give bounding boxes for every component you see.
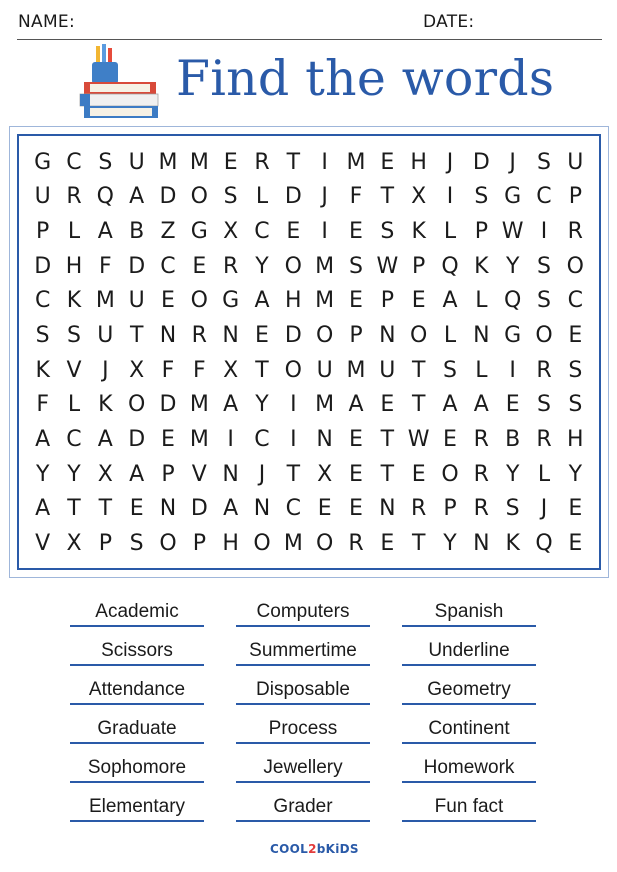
grid-cell: E xyxy=(223,149,238,175)
grid-cell: S xyxy=(443,357,457,383)
grid-cell: R xyxy=(66,184,82,210)
grid-cell: L xyxy=(537,461,551,487)
grid-cell: N xyxy=(222,323,239,349)
grid-cell: A xyxy=(442,392,458,418)
grid-cell: A xyxy=(97,427,113,453)
grid-cell: D xyxy=(128,253,146,279)
grid-cell: M xyxy=(315,288,335,314)
word-item: Scissors xyxy=(70,638,204,666)
grid-cell: A xyxy=(129,461,145,487)
grid-cell: R xyxy=(536,427,552,453)
grid-cell: E xyxy=(380,531,395,557)
grid-cell: K xyxy=(505,531,520,557)
grid-cell: C xyxy=(567,288,584,314)
grid-cell: R xyxy=(348,531,364,557)
grid-cell: F xyxy=(36,392,49,418)
grid-cell: K xyxy=(411,219,426,245)
grid-cell: S xyxy=(98,149,113,175)
grid-cell: N xyxy=(379,496,396,522)
grid-cell: E xyxy=(380,392,395,418)
word-item: Grader xyxy=(236,794,370,822)
grid-cell: I xyxy=(321,149,328,175)
grid-cell: N xyxy=(473,323,490,349)
grid-cell: R xyxy=(254,149,270,175)
grid-cell: E xyxy=(349,288,363,314)
grid-cell: V xyxy=(191,461,207,487)
grid-cell: U xyxy=(567,149,584,175)
grid-cell: W xyxy=(407,427,430,453)
logo-part-2: 2 xyxy=(308,842,317,856)
grid-cell: E xyxy=(380,149,395,175)
grid-cell: R xyxy=(567,219,583,245)
grid-cell: S xyxy=(568,392,583,418)
grid-cell: Y xyxy=(35,461,50,487)
grid-cell: O xyxy=(410,323,428,349)
header-rule xyxy=(17,39,602,40)
grid-cell: M xyxy=(346,357,366,383)
grid-cell: G xyxy=(222,288,240,314)
grid-cell: T xyxy=(380,427,395,453)
grid-cell: I xyxy=(321,219,328,245)
word-item: Underline xyxy=(402,638,536,666)
grid-cell: T xyxy=(411,392,426,418)
grid-cell: O xyxy=(535,323,553,349)
grid-cell: P xyxy=(380,288,394,314)
grid-cell: A xyxy=(223,496,239,522)
grid-cell: B xyxy=(129,219,145,245)
grid-cell: S xyxy=(35,323,50,349)
grid-cell: T xyxy=(98,496,113,522)
grid-cell: Y xyxy=(67,461,81,487)
grid-cell: P xyxy=(568,184,582,210)
grid-cell: E xyxy=(161,288,175,314)
grid-cell: H xyxy=(567,427,584,453)
grid-cell: J xyxy=(540,496,548,522)
grid-cell: O xyxy=(316,323,334,349)
grid-cell: M xyxy=(315,253,335,279)
grid-cell: F xyxy=(99,253,112,279)
grid-cell: N xyxy=(473,531,490,557)
word-item: Homework xyxy=(402,755,536,783)
grid-cell: K xyxy=(474,253,489,279)
grid-cell: X xyxy=(129,357,145,383)
grid-cell: U xyxy=(97,323,114,349)
grid-cell: C xyxy=(34,288,51,314)
grid-cell: D xyxy=(284,184,302,210)
grid-cell: L xyxy=(67,219,81,245)
word-list xyxy=(70,599,540,822)
grid-cell: R xyxy=(191,323,207,349)
grid-cell: P xyxy=(349,323,363,349)
grid-cell: I xyxy=(227,427,234,453)
word-item: Graduate xyxy=(70,716,204,744)
word-item: Elementary xyxy=(70,794,204,822)
grid-cell: E xyxy=(568,323,583,349)
grid-cell: O xyxy=(566,253,584,279)
grid-cell: L xyxy=(475,357,488,383)
grid-cell: E xyxy=(349,496,363,522)
grid-cell: C xyxy=(66,149,82,175)
grid-cell: M xyxy=(95,288,115,314)
grid-cell: T xyxy=(129,323,144,349)
grid-cell: T xyxy=(286,461,301,487)
grid-cell: I xyxy=(509,357,516,383)
grid-cell: E xyxy=(286,219,301,245)
grid-cell: T xyxy=(380,184,395,210)
grid-cell: L xyxy=(443,323,457,349)
grid-cell: R xyxy=(473,461,489,487)
grid-cell: O xyxy=(284,357,302,383)
word-item: Summertime xyxy=(236,638,370,666)
grid-cell: M xyxy=(158,149,178,175)
word-item: Disposable xyxy=(236,677,370,705)
grid-cell: I xyxy=(290,392,297,418)
grid-cell: N xyxy=(222,461,239,487)
grid-cell: R xyxy=(223,253,239,279)
grid-cell: P xyxy=(412,253,426,279)
grid-cell: A xyxy=(442,288,458,314)
grid-cell: S xyxy=(568,357,583,383)
grid-cell: X xyxy=(97,461,113,487)
grid-cell: P xyxy=(161,461,175,487)
grid-cell: S xyxy=(67,323,81,349)
grid-cell: E xyxy=(349,427,363,453)
grid-cell: A xyxy=(348,392,364,418)
grid-cell: V xyxy=(35,531,51,557)
grid-cell: O xyxy=(190,184,208,210)
grid-cell: N xyxy=(159,496,177,522)
grid-cell: A xyxy=(97,219,113,245)
grid-cell: O xyxy=(159,531,177,557)
grid-cell: W xyxy=(501,219,524,245)
word-item: Jewellery xyxy=(236,755,370,783)
grid-cell: G xyxy=(504,184,522,210)
grid-cell: U xyxy=(316,357,333,383)
grid-cell: D xyxy=(190,496,208,522)
grid-cell: Y xyxy=(255,253,269,279)
grid-cell: E xyxy=(505,392,520,418)
grid-cell: D xyxy=(472,149,490,175)
grid-cell: U xyxy=(34,184,51,210)
grid-cell: A xyxy=(223,392,239,418)
grid-cell: X xyxy=(223,219,239,245)
grid-cell: Z xyxy=(160,219,176,245)
grid-cell: E xyxy=(349,461,363,487)
grid-cell: O xyxy=(316,531,334,557)
grid-cell: S xyxy=(537,149,551,175)
grid-cell: M xyxy=(189,427,209,453)
grid-cell: O xyxy=(190,288,208,314)
grid-cell: X xyxy=(66,531,82,557)
grid-cell: T xyxy=(380,461,395,487)
date-label: DATE: xyxy=(423,12,475,32)
grid-cell: J xyxy=(102,357,109,383)
grid-cell: R xyxy=(473,496,489,522)
grid-cell: N xyxy=(379,323,396,349)
grid-cell: O xyxy=(128,392,146,418)
grid-cell: C xyxy=(160,253,176,279)
grid-cell: F xyxy=(193,357,206,383)
grid-cell: J xyxy=(321,184,328,210)
grid-cell: E xyxy=(129,496,144,522)
grid-cell: I xyxy=(540,219,548,245)
grid-cell: S xyxy=(380,219,395,245)
grid-cell: N xyxy=(316,427,333,453)
grid-cell: D xyxy=(34,253,52,279)
grid-cell: G xyxy=(34,149,52,175)
grid-cell: S xyxy=(474,184,489,210)
grid-cell: S xyxy=(223,184,238,210)
grid-cell: F xyxy=(161,357,175,383)
grid-cell: C xyxy=(66,427,82,453)
grid-cell: B xyxy=(505,427,521,453)
grid-cell: N xyxy=(253,496,271,522)
name-label: NAME: xyxy=(18,12,75,32)
grid-cell: M xyxy=(346,149,366,175)
grid-cell: Q xyxy=(96,184,114,210)
grid-cell: O xyxy=(441,461,459,487)
grid-cell: E xyxy=(349,219,363,245)
letter-grid xyxy=(27,145,591,561)
grid-cell: J xyxy=(446,149,454,175)
grid-cell: S xyxy=(129,531,144,557)
page-title: Find the words xyxy=(176,50,555,107)
grid-cell: Y xyxy=(568,461,583,487)
logo-part-1: COOL xyxy=(270,842,309,856)
grid-cell: E xyxy=(411,461,426,487)
grid-cell: G xyxy=(190,219,208,245)
grid-cell: T xyxy=(411,357,426,383)
grid-cell: P xyxy=(192,531,206,557)
grid-cell: O xyxy=(253,531,271,557)
grid-cell: D xyxy=(159,392,177,418)
word-item: Computers xyxy=(236,599,370,627)
grid-cell: H xyxy=(285,288,302,314)
grid-cell: T xyxy=(67,496,81,522)
grid-cell: T xyxy=(411,531,426,557)
grid-cell: D xyxy=(284,323,302,349)
grid-cell: C xyxy=(254,427,270,453)
grid-cell: H xyxy=(65,253,83,279)
grid-cell: P xyxy=(98,531,112,557)
word-item: Spanish xyxy=(402,599,536,627)
grid-cell: S xyxy=(537,392,551,418)
grid-cell: I xyxy=(446,184,454,210)
grid-cell: C xyxy=(536,184,552,210)
grid-cell: E xyxy=(192,253,207,279)
grid-cell: U xyxy=(128,288,145,314)
grid-cell: X xyxy=(411,184,427,210)
grid-cell: C xyxy=(285,496,302,522)
grid-cell: P xyxy=(36,219,50,245)
grid-cell: E xyxy=(161,427,175,453)
grid-cell: T xyxy=(286,149,301,175)
logo-part-3: bKiDS xyxy=(316,842,359,856)
grid-cell: X xyxy=(223,357,239,383)
grid-cell: Q xyxy=(535,531,553,557)
grid-cell: S xyxy=(537,288,551,314)
grid-cell: Q xyxy=(441,253,459,279)
word-item: Fun fact xyxy=(402,794,536,822)
grid-cell: O xyxy=(284,253,302,279)
grid-cell: J xyxy=(258,461,266,487)
grid-cell: K xyxy=(98,392,113,418)
grid-cell: L xyxy=(255,184,269,210)
grid-cell: H xyxy=(410,149,427,175)
grid-cell: A xyxy=(35,427,51,453)
grid-cell: I xyxy=(290,427,297,453)
grid-cell: P xyxy=(443,496,457,522)
grid-cell: R xyxy=(536,357,552,383)
grid-cell: K xyxy=(66,288,82,314)
grid-cell: A xyxy=(35,496,51,522)
grid-cell: U xyxy=(379,357,396,383)
grid-cell: W xyxy=(376,253,399,279)
grid-cell: H xyxy=(222,531,239,557)
grid-cell: X xyxy=(317,461,333,487)
word-item: Continent xyxy=(402,716,536,744)
grid-cell: S xyxy=(505,496,520,522)
grid-cell: R xyxy=(473,427,489,453)
word-item: Attendance xyxy=(70,677,204,705)
grid-cell: M xyxy=(315,392,335,418)
grid-cell: S xyxy=(349,253,363,279)
grid-cell: D xyxy=(128,427,146,453)
word-item: Academic xyxy=(70,599,204,627)
grid-cell: A xyxy=(129,184,145,210)
grid-cell: R xyxy=(411,496,427,522)
grid-cell: Y xyxy=(255,392,269,418)
grid-cell: F xyxy=(349,184,363,210)
grid-cell: D xyxy=(159,184,177,210)
grid-cell: L xyxy=(475,288,488,314)
grid-cell: K xyxy=(35,357,50,383)
grid-cell: Y xyxy=(505,461,520,487)
grid-cell: U xyxy=(128,149,145,175)
grid-cell: N xyxy=(159,323,177,349)
word-item: Sophomore xyxy=(70,755,204,783)
grid-cell: E xyxy=(317,496,332,522)
grid-cell: L xyxy=(67,392,81,418)
grid-cell: G xyxy=(504,323,522,349)
grid-cell: J xyxy=(509,149,516,175)
grid-cell: E xyxy=(443,427,457,453)
grid-cell: L xyxy=(443,219,457,245)
grid-cell: E xyxy=(411,288,426,314)
grid-cell: M xyxy=(283,531,303,557)
grid-cell: A xyxy=(473,392,489,418)
grid-cell: P xyxy=(474,219,488,245)
grid-cell: C xyxy=(254,219,270,245)
grid-cell: Y xyxy=(443,531,457,557)
word-item: Geometry xyxy=(402,677,536,705)
grid-cell: E xyxy=(568,531,583,557)
grid-cell: A xyxy=(254,288,270,314)
books-pencil-cup-icon xyxy=(78,44,168,120)
grid-cell: S xyxy=(537,253,551,279)
grid-cell: Q xyxy=(504,288,522,314)
cool2bkids-logo xyxy=(270,842,359,856)
grid-cell: V xyxy=(66,357,82,383)
grid-cell: E xyxy=(255,323,269,349)
grid-cell: T xyxy=(255,357,269,383)
grid-cell: E xyxy=(568,496,583,522)
grid-cell: M xyxy=(189,392,209,418)
grid-cell: Y xyxy=(505,253,520,279)
grid-cell: M xyxy=(189,149,209,175)
word-item: Process xyxy=(236,716,370,744)
